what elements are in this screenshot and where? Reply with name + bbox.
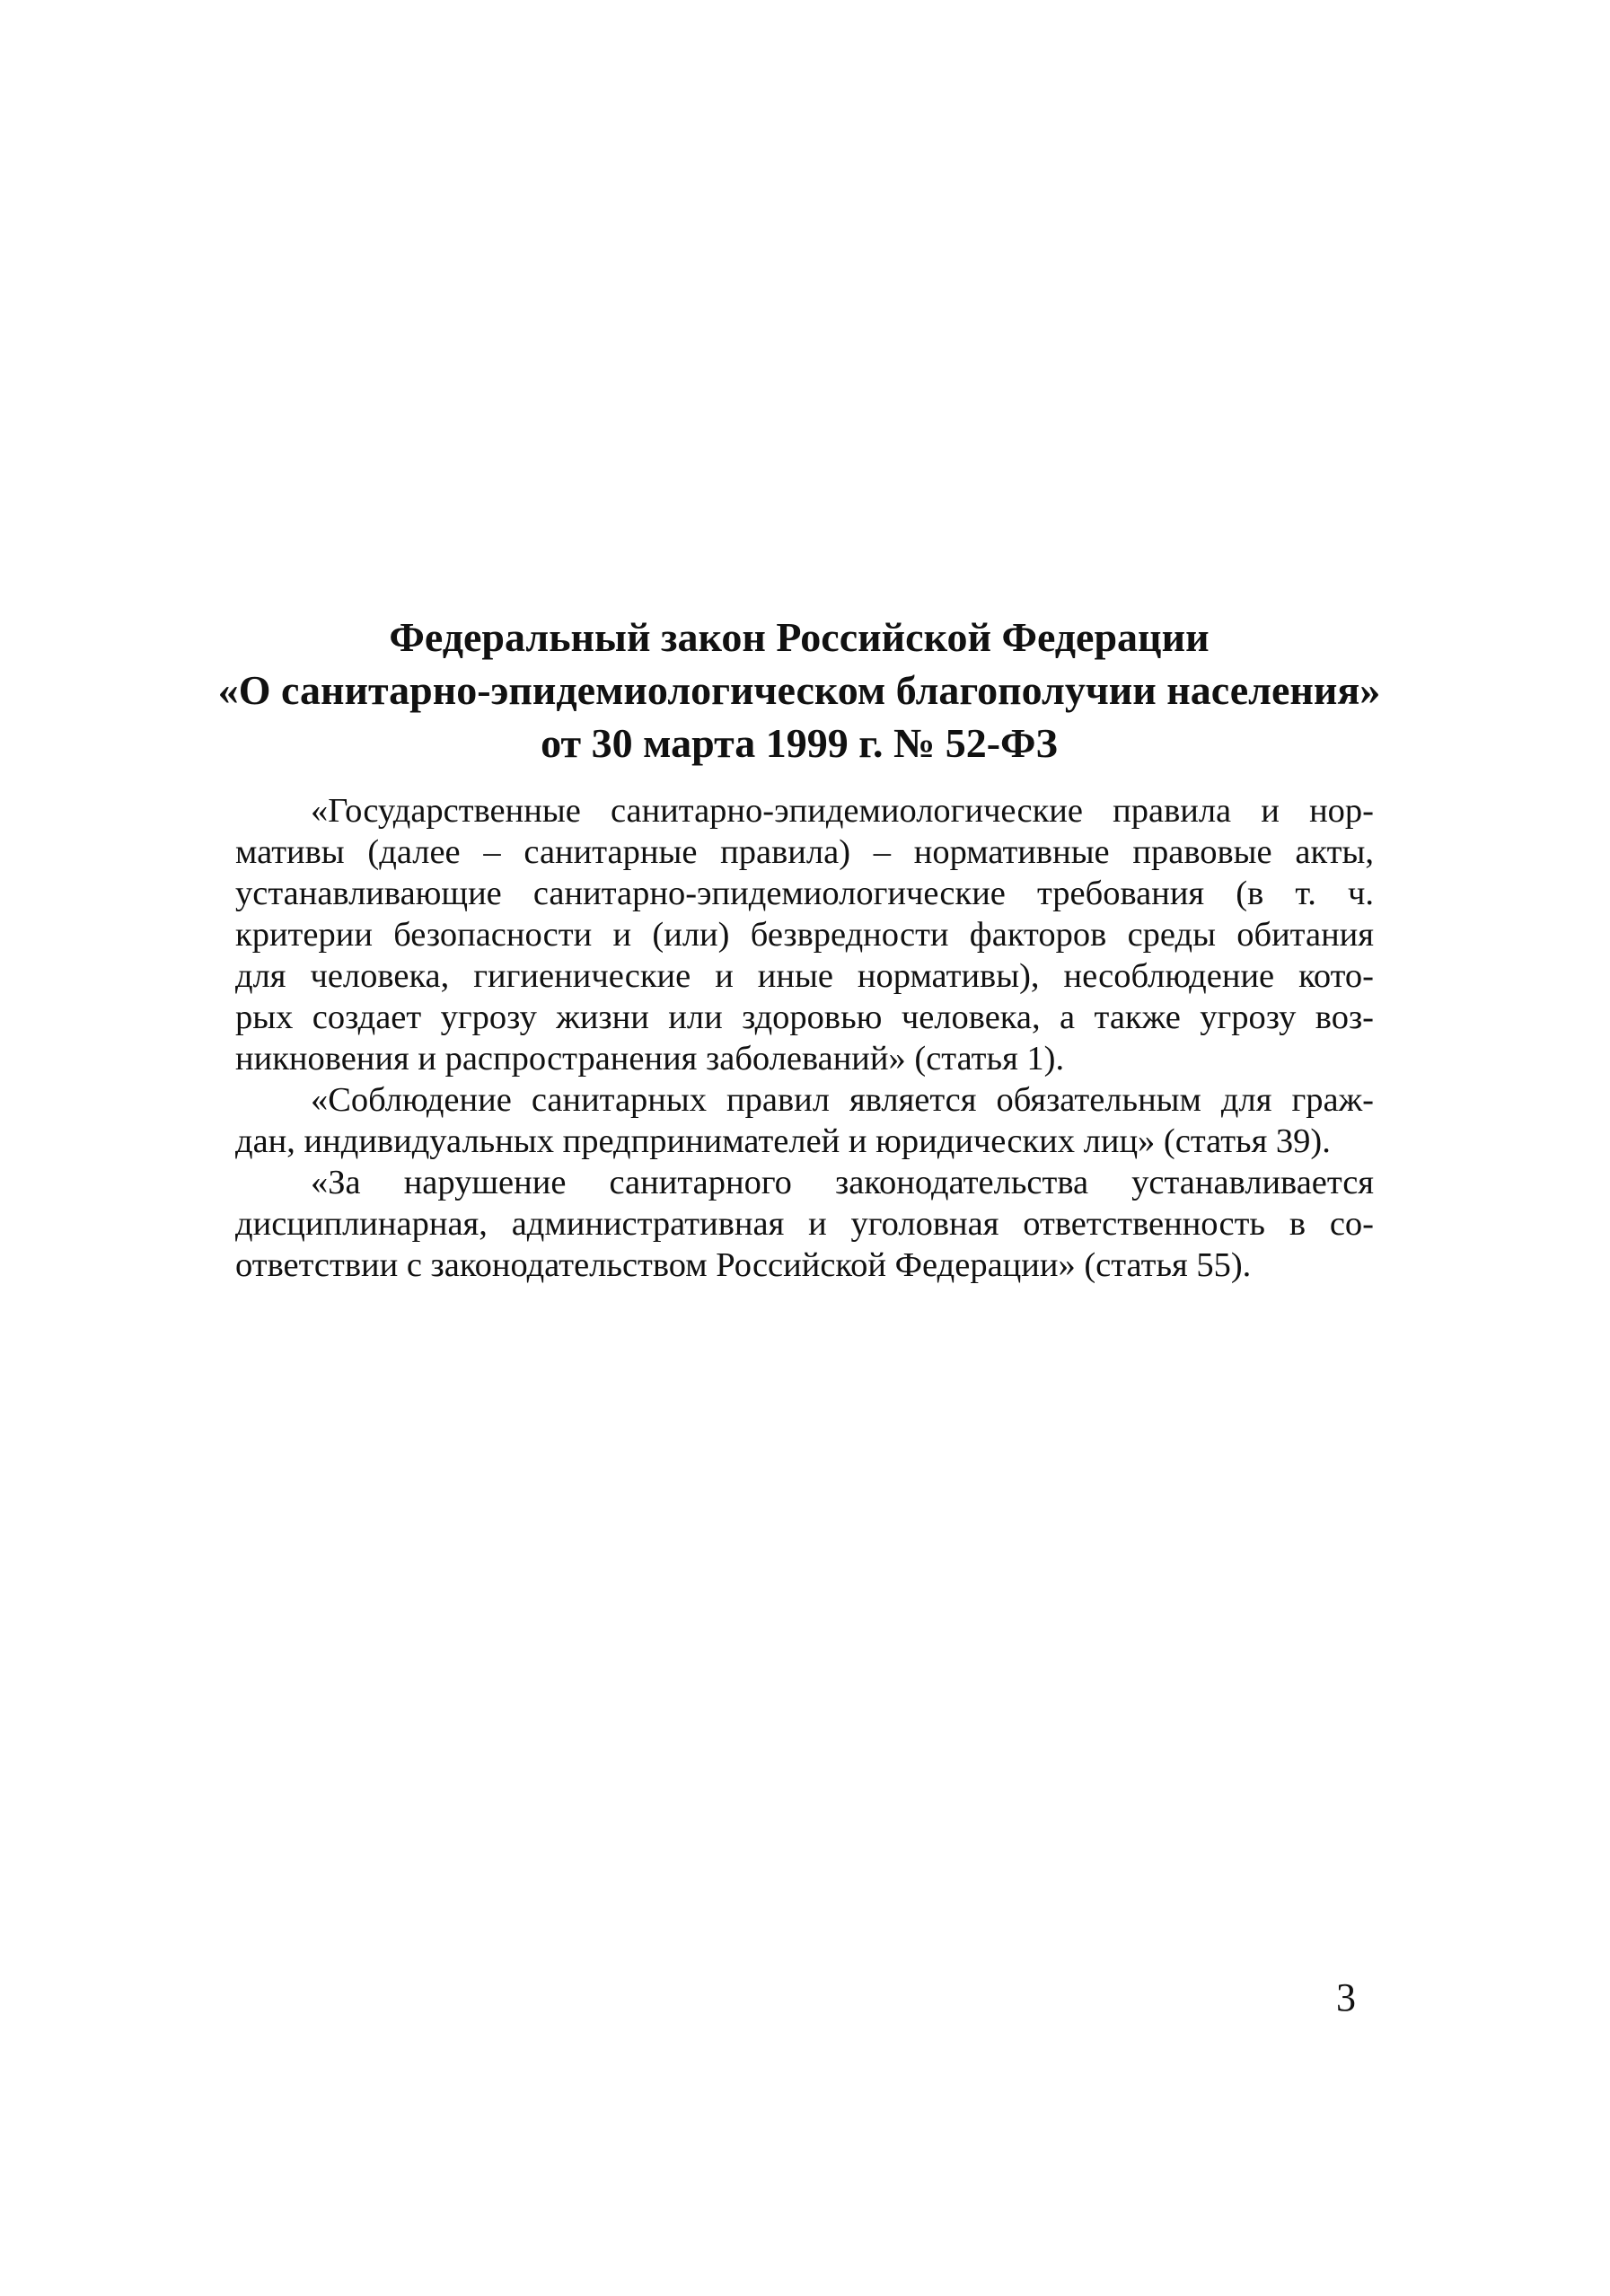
page-number: 3 [1336,1975,1356,2019]
text-line: для человека, гигиенические и иные нормативы), несоблюдение кото- [235,957,1374,995]
title-line-1: Федеральный закон Российской Федерации [389,614,1210,660]
text-line: «Соблюдение санитарных правил является обязательным для граж- [311,1081,1374,1119]
text-line: мативы (далее – санитарные правила) – нормативные правовые акты, [235,833,1374,871]
document-title [216,611,1383,770]
paragraph-article-1 [235,790,1374,1079]
title-line-3: от 30 марта 1999 г. № 52-ФЗ [541,720,1058,766]
text-line: рых создает угрозу жизни или здоровью человека, а также угрозу воз- [235,998,1374,1036]
text-line: «За нарушение санитарного законодательства устанавливается [311,1164,1374,1201]
text-line: ответствии с законодательством Российской Федерации» (статья 55). [235,1246,1252,1284]
text-line: дисциплинарная, административная и уголовная ответственность в со- [235,1205,1374,1243]
text-line: никновения и распространения заболеваний» (статья 1). [235,1040,1065,1078]
text-line: дан, индивидуальных предпринимателей и юридических лиц» (статья 39). [235,1122,1331,1160]
document-body [235,790,1374,1286]
text-line: «Государственные санитарно-эпидемиологические правила и нор- [311,792,1374,830]
title-line-2: «О санитарно-эпидемиологическом благополучии населения» [217,667,1381,713]
text-line: критерии безопасности и (или) безвредности факторов среды обитания [235,916,1374,954]
paragraph-article-39 [235,1079,1374,1162]
paragraph-article-55 [235,1162,1374,1286]
text-line: устанавливающие санитарно-эпидемиологические требования (в т. ч. [235,875,1374,912]
